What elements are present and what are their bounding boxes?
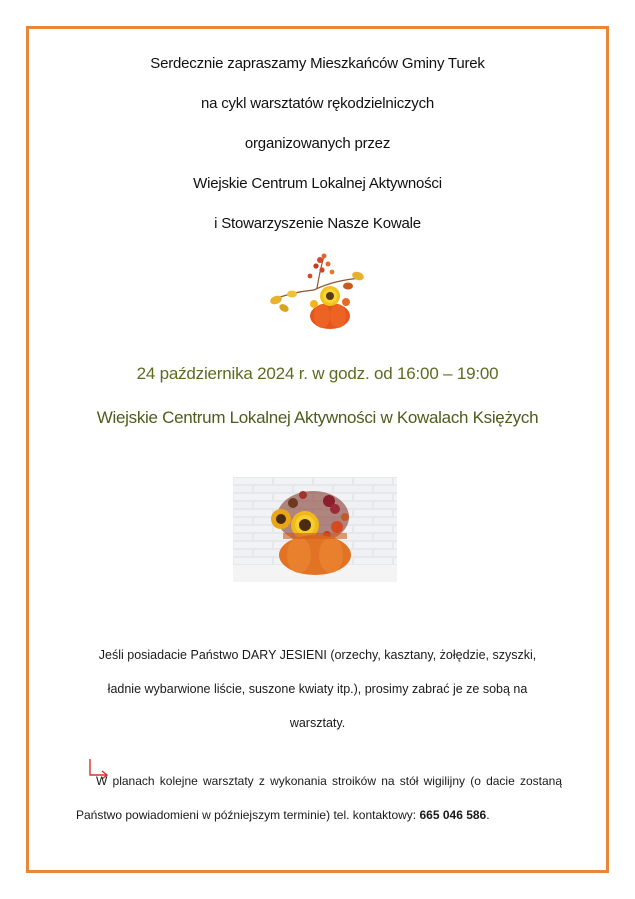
intro-line-4: Wiejskie Centrum Lokalnej Aktywności bbox=[193, 175, 442, 192]
pumpkin-bouquet-photo bbox=[233, 477, 397, 582]
invitation-header bbox=[0, 50, 635, 250]
gifts-line-3: warsztaty. bbox=[289, 716, 346, 730]
plans-text: W planach kolejne warsztaty z wykonania stroików na stół wigilijny (o dacie zostaną Państwo powiadomieni w późniejszym terminie) tel. kontaktowy: bbox=[76, 774, 562, 822]
autumn-pumpkin-bouquet-icon bbox=[262, 250, 372, 332]
gifts-line-2: ładnie wybarwione liście, suszone kwiaty itp.), prosimy zabrać je ze sobą na bbox=[107, 682, 528, 696]
plans-end: . bbox=[486, 808, 490, 822]
gifts-line-1: Jeśli posiadacie Państwo DARY JESIENI (orzechy, kasztany, żołędzie, szyszki, bbox=[98, 648, 537, 662]
event-place: Wiejskie Centrum Lokalnej Aktywności w Kowalach Księżych bbox=[96, 408, 539, 427]
contact-phone: 665 046 586 bbox=[419, 808, 487, 822]
intro-line-1: Serdecznie zapraszamy Mieszkańców Gminy Turek bbox=[150, 55, 485, 72]
intro-line-2: na cykl warsztatów rękodzielniczych bbox=[200, 95, 435, 112]
event-date: 24 października 2024 r. w godz. od 16:00 – 19:00 bbox=[136, 364, 499, 383]
autumn-gifts-paragraph bbox=[60, 638, 575, 740]
intro-line-3: organizowanych przez bbox=[244, 135, 391, 152]
intro-line-5: i Stowarzyszenie Nasze Kowale bbox=[214, 215, 421, 232]
upcoming-workshops-note bbox=[76, 764, 562, 832]
